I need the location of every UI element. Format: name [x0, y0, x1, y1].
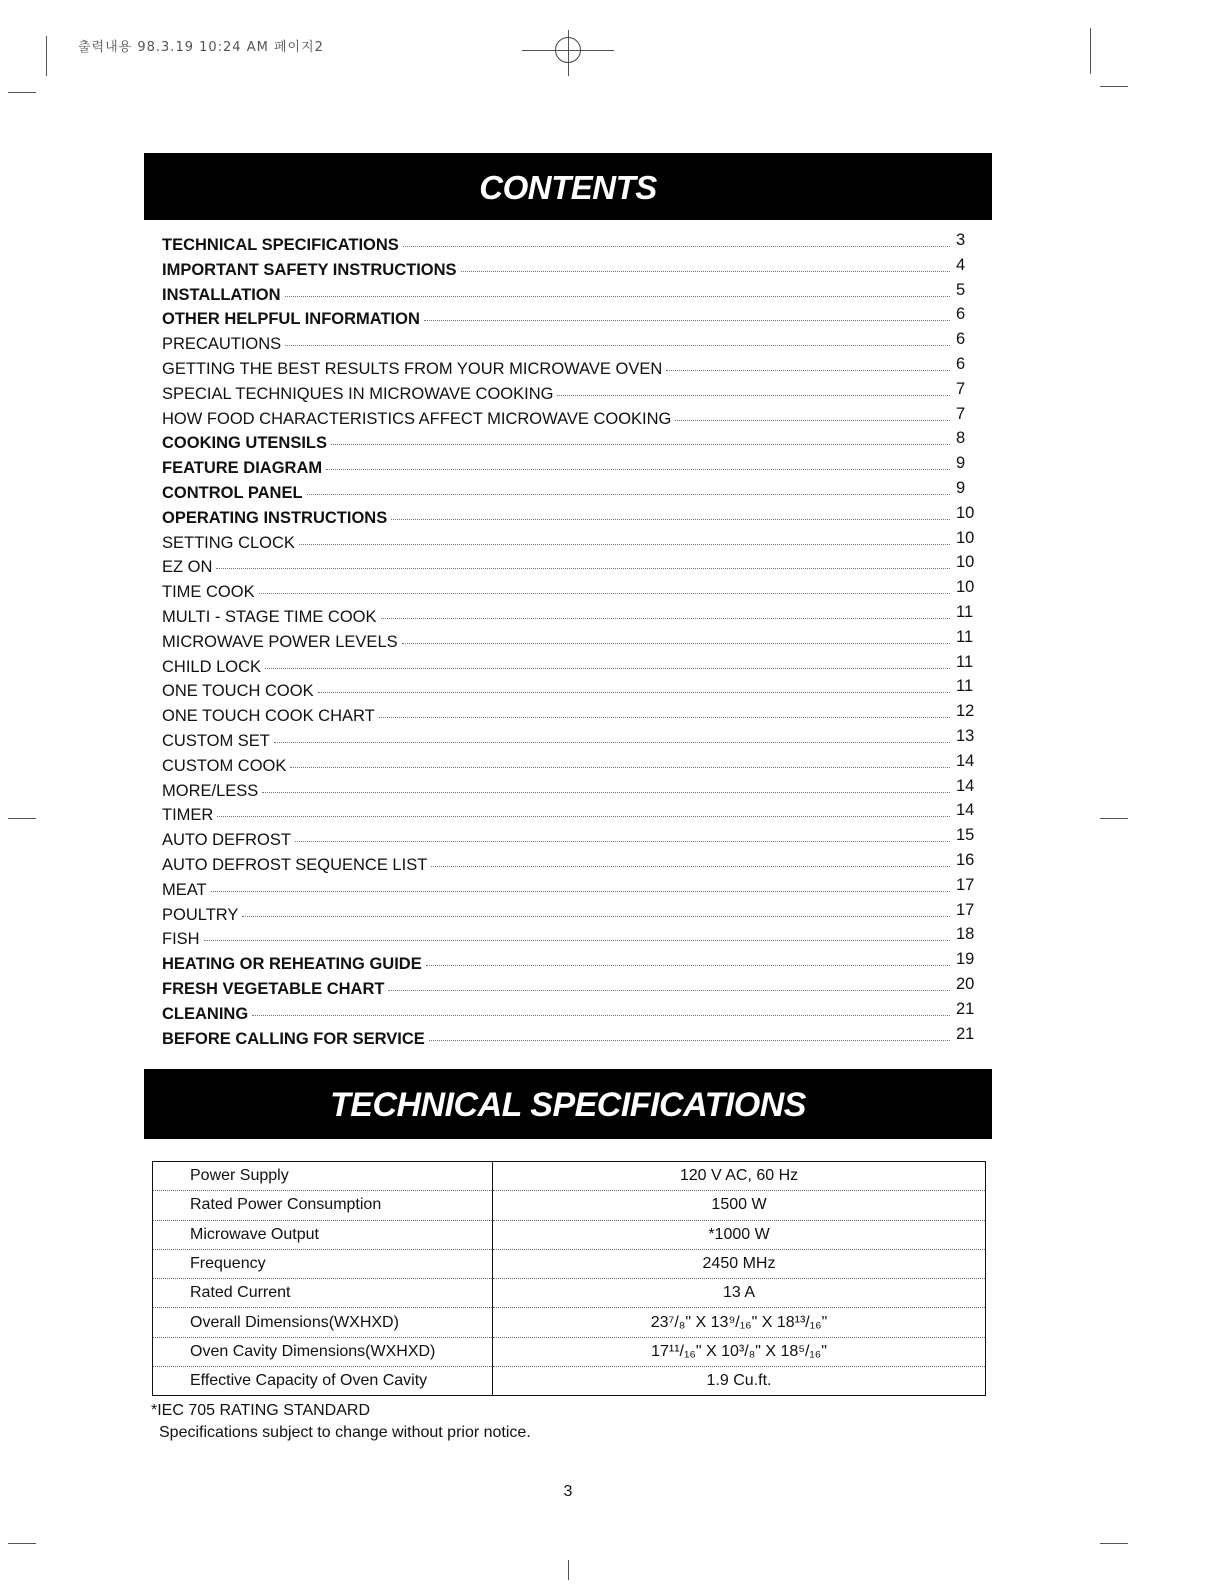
dot-leader: [299, 544, 950, 545]
toc-entry: [162, 503, 980, 534]
toc-entry-page: 14: [956, 751, 975, 770]
dot-leader: [461, 271, 950, 272]
toc-entry-page: 5: [956, 280, 966, 299]
toc-entry-page: 17: [956, 875, 975, 894]
dot-leader: [675, 420, 950, 421]
toc-entry: [162, 280, 980, 311]
dot-leader: [379, 717, 950, 718]
table-row: [153, 1367, 986, 1396]
dot-leader: [274, 742, 950, 743]
toc-entry-title: ONE TOUCH COOK CHART: [162, 707, 375, 726]
toc-entry-title: MULTI - STAGE TIME COOK: [162, 607, 377, 626]
spec-value: 2450 MHz: [493, 1249, 986, 1278]
toc-entry-page: 3: [956, 231, 966, 249]
toc-entry-page: 20: [956, 974, 975, 993]
toc-entry-title: IMPORTANT SAFETY INSTRUCTIONS: [162, 260, 457, 279]
dot-leader: [326, 469, 950, 470]
toc-entry: [162, 1024, 980, 1055]
dot-leader: [252, 1015, 950, 1016]
dot-leader: [285, 345, 950, 346]
table-row: [153, 1191, 986, 1220]
toc-entry: [162, 231, 980, 261]
dot-leader: [402, 643, 950, 644]
toc-entry-page: 12: [956, 702, 975, 721]
toc-entry-page: 11: [956, 602, 974, 621]
toc-entry: [162, 826, 980, 856]
toc-entry-title: INSTALLATION: [162, 285, 281, 304]
toc-entry-page: 6: [956, 330, 966, 349]
toc-entry: [162, 379, 980, 410]
toc-entry-title: ONE TOUCH COOK: [162, 682, 314, 701]
crop-mark: [568, 1560, 569, 1580]
toc-entry: [162, 801, 980, 831]
toc-entry-page: 16: [956, 850, 975, 869]
page-number: 3: [563, 1483, 573, 1500]
rating-standard-note: *IEC 705 RATING STANDARD: [151, 1402, 371, 1419]
crop-mark: [1090, 28, 1091, 74]
toc-entry-title: BEFORE CALLING FOR SERVICE: [162, 1029, 425, 1048]
toc-entry-title: MEAT: [162, 880, 207, 899]
dot-leader: [429, 1040, 950, 1041]
spec-value: 120 V AC, 60 Hz: [493, 1162, 986, 1191]
contents-banner: CONTENTS: [144, 153, 992, 220]
spec-label: Frequency: [153, 1249, 493, 1278]
spec-label: Rated Power Consumption: [153, 1191, 493, 1220]
toc-entry-title: MORE/LESS: [162, 781, 259, 800]
toc-entry-page: 11: [956, 652, 974, 671]
table-row: [153, 1162, 986, 1191]
spec-value: *1000 W: [493, 1220, 986, 1249]
toc-entry-title: POULTRY: [162, 905, 239, 924]
dot-leader: [204, 940, 950, 941]
crop-mark: [1100, 1543, 1128, 1544]
toc-entry-title: AUTO DEFROST: [162, 831, 291, 850]
toc-entry: [162, 999, 980, 1030]
toc-entry-title: FEATURE DIAGRAM: [162, 459, 323, 478]
toc-entry-title: CHILD LOCK: [162, 657, 262, 676]
registration-mark-icon: [555, 37, 581, 63]
toc-entry: [162, 627, 980, 658]
toc-entry-title: AUTO DEFROST SEQUENCE LIST: [162, 855, 428, 874]
toc-entry: [162, 454, 980, 484]
spec-value: 1.9 Cu.ft.: [706, 1372, 772, 1390]
crop-mark: [1100, 818, 1128, 819]
toc-entry-title: MICROWAVE POWER LEVELS: [162, 632, 398, 651]
dot-leader: [431, 866, 950, 867]
dot-leader: [242, 916, 950, 917]
toc-entry: [162, 850, 980, 881]
toc-entry: [162, 702, 980, 732]
toc-entry-title: CLEANING: [162, 1004, 249, 1023]
footnotes: [151, 1400, 531, 1444]
crop-mark: [46, 36, 47, 76]
spec-value: 23⁷/₈" X 13⁹/₁₆" X 18¹³/₁₆": [493, 1308, 986, 1337]
toc-entry: [162, 974, 980, 1005]
toc-entry-page: 15: [956, 826, 975, 845]
toc-entry-page: 8: [956, 429, 966, 448]
toc-entry-page: 10: [956, 528, 975, 547]
toc-entry-title: CUSTOM SET: [162, 731, 270, 750]
toc-entry-title: PRECAUTIONS: [162, 335, 282, 354]
dot-leader: [424, 320, 950, 321]
toc-entry-page: 9: [956, 454, 966, 473]
spec-label: Overall Dimensions(WXHXD): [153, 1308, 493, 1337]
toc-entry: [162, 652, 980, 683]
toc-entry-page: 21: [956, 1024, 975, 1043]
toc-entry-page: 17: [956, 900, 975, 919]
crop-mark: [8, 1543, 36, 1544]
dot-leader: [403, 246, 950, 247]
toc-entry-title: OPERATING INSTRUCTIONS: [162, 508, 388, 527]
toc-entry: [162, 528, 980, 559]
toc-entry-title: EZ ON: [162, 558, 213, 577]
toc-entry: [162, 354, 980, 385]
toc-entry: [162, 950, 980, 980]
toc-entry-page: 14: [956, 801, 975, 820]
toc-entry: [162, 602, 980, 633]
toc-entry-title: GETTING THE BEST RESULTS FROM YOUR MICROWAVE OVEN: [162, 359, 663, 378]
toc-entry-page: 19: [956, 950, 975, 969]
table-row: [153, 1279, 986, 1308]
crop-mark: [8, 92, 36, 93]
dot-leader: [331, 444, 950, 445]
dot-leader: [295, 841, 950, 842]
toc-entry-page: 11: [956, 677, 974, 696]
toc-entry: [162, 429, 980, 459]
dot-leader: [381, 618, 950, 619]
table-row: [153, 1220, 986, 1249]
table-of-contents: [162, 231, 980, 1054]
toc-entry-title: SPECIAL TECHNIQUES IN MICROWAVE COOKING: [162, 384, 554, 403]
dot-leader: [388, 990, 950, 991]
toc-entry-title: HOW FOOD CHARACTERISTICS AFFECT MICROWAVE COOKING: [162, 409, 672, 428]
print-header: 출력내용 98.3.19 10:24 AM 페이지2: [78, 40, 324, 55]
toc-entry-title: COOKING UTENSILS: [162, 434, 328, 453]
toc-entry-page: 9: [956, 478, 966, 497]
dot-leader: [265, 668, 950, 669]
toc-entry: [162, 925, 980, 955]
specifications-table: [152, 1161, 986, 1396]
spec-value: 1500 W: [493, 1191, 986, 1220]
spec-label: Oven Cavity Dimensions(WXHXD): [153, 1337, 493, 1366]
toc-entry-title: TECHNICAL SPECIFICATIONS: [162, 236, 399, 254]
toc-entry-page: 6: [956, 354, 966, 373]
toc-entry-title: TIME COOK: [162, 583, 255, 602]
dot-leader: [290, 767, 950, 768]
dot-leader: [391, 519, 950, 520]
toc-entry: [162, 677, 980, 707]
dot-leader: [262, 792, 950, 793]
toc-entry-page: 6: [956, 305, 966, 324]
toc-entry-title: CUSTOM COOK: [162, 756, 287, 775]
spec-value: 13 A: [493, 1279, 986, 1308]
toc-entry-page: 7: [956, 404, 966, 423]
dot-leader: [259, 593, 950, 594]
table-row: [153, 1308, 986, 1337]
toc-entry-page: 21: [956, 999, 975, 1018]
toc-entry: [162, 330, 980, 360]
toc-entry-page: 13: [956, 726, 975, 745]
toc-entry-title: HEATING OR REHEATING GUIDE: [162, 955, 422, 974]
toc-entry-page: 7: [956, 379, 966, 398]
dot-leader: [426, 965, 950, 966]
toc-entry: [162, 305, 980, 335]
toc-entry: [162, 255, 980, 286]
technical-specifications-banner: TECHNICAL SPECIFICATIONS: [144, 1069, 992, 1139]
spec-label: Effective Capacity of Oven Cavity: [153, 1367, 493, 1396]
toc-entry-title: FISH: [162, 930, 200, 949]
toc-entry: [162, 776, 980, 807]
toc-entry-title: TIMER: [162, 806, 214, 825]
toc-entry-page: 11: [956, 627, 974, 646]
toc-entry: [162, 875, 980, 906]
dot-leader: [285, 296, 950, 297]
toc-entry-page: 14: [956, 776, 975, 795]
toc-entry-title: FRESH VEGETABLE CHART: [162, 979, 385, 998]
dot-leader: [307, 494, 950, 495]
toc-entry-page: 10: [956, 553, 975, 572]
toc-entry: [162, 478, 980, 509]
toc-entry: [162, 404, 980, 435]
toc-entry-title: SETTING CLOCK: [162, 533, 295, 552]
toc-entry-page: 4: [956, 255, 966, 274]
toc-entry: [162, 726, 980, 757]
toc-entry: [162, 751, 980, 782]
change-notice: Specifications subject to change without prior notice.: [159, 1424, 531, 1441]
spec-label: Rated Current: [153, 1279, 493, 1308]
toc-entry-title: CONTROL PANEL: [162, 483, 303, 502]
toc-entry: [162, 900, 980, 931]
crop-mark: [8, 818, 36, 819]
toc-entry-title: OTHER HELPFUL INFORMATION: [162, 310, 420, 329]
spec-label: Power Supply: [153, 1162, 493, 1191]
spec-label: Microwave Output: [153, 1220, 493, 1249]
dot-leader: [666, 370, 950, 371]
toc-entry-page: 18: [956, 925, 975, 944]
toc-entry-page: 10: [956, 503, 975, 522]
toc-entry: [162, 553, 980, 583]
table-row: [153, 1337, 986, 1366]
toc-entry-page: 10: [956, 578, 975, 597]
table-row: [153, 1249, 986, 1278]
dot-leader: [318, 692, 950, 693]
dot-leader: [211, 891, 950, 892]
dot-leader: [216, 568, 950, 569]
toc-entry: [162, 578, 980, 608]
spec-value: 17¹¹/₁₆" X 10³/₈" X 18⁵/₁₆": [493, 1337, 986, 1366]
dot-leader: [217, 816, 950, 817]
dot-leader: [557, 395, 950, 396]
crop-mark: [1100, 86, 1128, 87]
